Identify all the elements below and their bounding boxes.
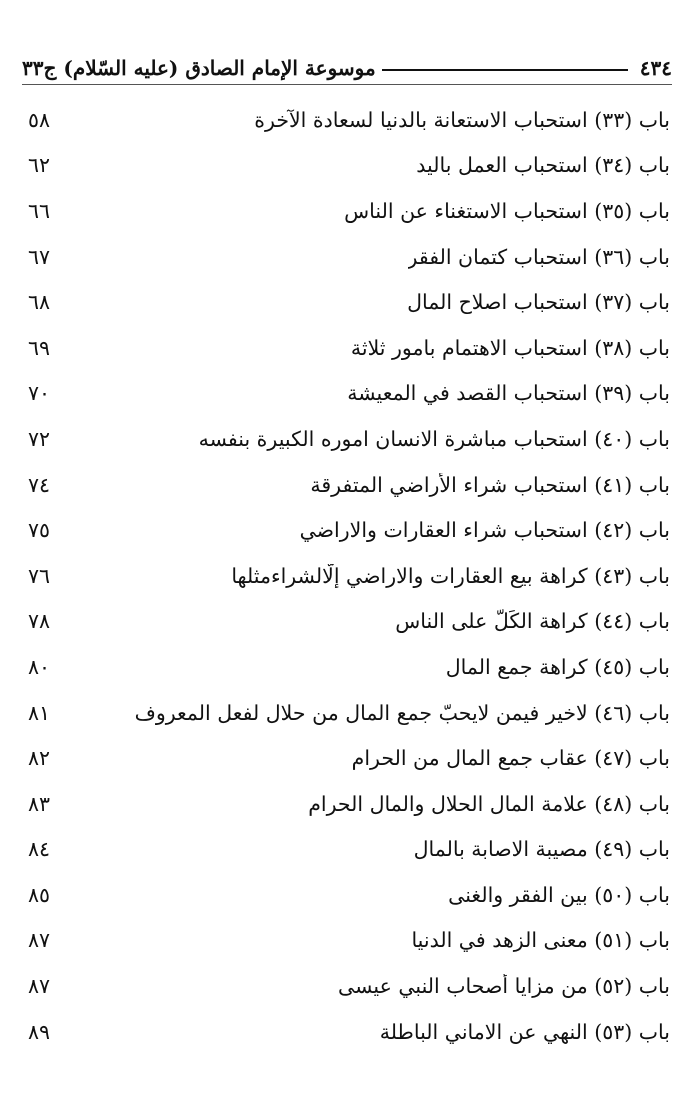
toc-entry [24, 644, 670, 690]
toc-entry-title: باب (٣٧) استحباب اصلاح المال [407, 290, 670, 315]
toc-entry-title: باب (٤٤) كراهة الكَلّ على الناس [395, 609, 670, 634]
header-divider [22, 84, 672, 85]
toc-entry-page: ٨٣ [28, 791, 51, 816]
toc-entry-page: ٨٠ [28, 654, 51, 679]
toc-entry-page: ٨٥ [28, 882, 51, 907]
toc-entry-title: باب (٤٥) كراهة جمع المال [445, 654, 670, 679]
toc-entry-title: باب (٣٣) استحباب الاستعانة بالدنيا لسعادة الآخرة [254, 107, 670, 132]
toc-entry-page: ٧٥ [28, 518, 51, 543]
toc-entry-page: ٨١ [28, 700, 51, 725]
toc-entry-page: ٦٧ [28, 244, 51, 269]
toc-entry-title: باب (٤٢) استحباب شراء العقارات والاراضي [299, 518, 670, 543]
toc-entry [24, 918, 670, 964]
toc-entry [24, 462, 670, 508]
toc-entry-page: ٦٩ [28, 335, 51, 360]
toc-entry-page: ٧٨ [28, 609, 51, 634]
toc-entry-title: باب (٤٧) عقاب جمع المال من الحرام [351, 746, 670, 771]
toc-entry-title: باب (٣٨) استحباب الاهتمام بامور ثلاثة [350, 335, 670, 360]
toc-entry [24, 371, 670, 417]
toc-entry-title: باب (٤٨) علامة المال الحلال والمال الحرام [308, 791, 670, 816]
toc-entry [24, 781, 670, 827]
toc-entry-page: ٨٧ [28, 928, 51, 953]
toc-entry-title: باب (٣٦) استحباب كتمان الفقر [407, 244, 670, 269]
header-rule [382, 69, 628, 71]
toc-entry [24, 690, 670, 736]
toc-entry [24, 143, 670, 189]
toc-entry-page: ٧٠ [28, 381, 51, 406]
toc-entry-page: ٨٧ [28, 974, 51, 999]
toc-entry [24, 234, 670, 280]
toc-entry [24, 735, 670, 781]
toc-entry-page: ٦٢ [28, 153, 51, 178]
toc-entry-title: باب (٥٠) بين الفقر والغنى [448, 882, 670, 907]
toc-entry-page: ٥٨ [28, 107, 51, 132]
toc-entry-title: باب (٤١) استحباب شراء الأراضي المتفرقة [310, 472, 670, 497]
toc-entry [24, 507, 670, 553]
toc-entry [24, 325, 670, 371]
page-number: ٤٣٤ [639, 56, 672, 80]
toc-entry [24, 188, 670, 234]
toc-entry-page: ٨٩ [28, 1019, 51, 1044]
toc-entry [24, 872, 670, 918]
toc-entry-title: باب (٥٢) من مزايا أصحاب النبي عيسى [338, 974, 670, 999]
toc-entry-title: باب (٣٥) استحباب الاستغناء عن الناس [344, 198, 670, 223]
toc-entry-title: باب (٤٠) استحباب مباشرة الانسان اموره الكبيرة بنفسه [198, 426, 670, 451]
toc-entry [24, 416, 670, 462]
toc-entry-title: باب (٥٣) النهي عن الاماني الباطلة [379, 1019, 670, 1044]
toc-entry-title: باب (٤٣) كراهة بيع العقارات والاراضي إلّالشراءمثلها [231, 563, 670, 588]
toc-entry-title: باب (٤٦) لاخير فيمن لايحبّ جمع المال من حلال لفعل المعروف [134, 700, 670, 725]
toc-entry [24, 963, 670, 1009]
toc-entry-title: باب (٥١) معنى الزهد في الدنيا [411, 928, 670, 953]
toc-entry-title: باب (٣٤) استحباب العمل باليد [416, 153, 670, 178]
toc-entry-page: ٦٨ [28, 290, 51, 315]
toc-entry-page: ٧٦ [28, 563, 51, 588]
toc-entry-page: ٨٢ [28, 746, 51, 771]
toc-entry-page: ٨٤ [28, 837, 51, 862]
toc-entry-title: باب (٤٩) مصيبة الاصابة بالمال [413, 837, 670, 862]
toc-entry [24, 827, 670, 873]
toc-entry [24, 1009, 670, 1055]
table-of-contents [24, 97, 670, 1054]
toc-entry-page: ٧٢ [28, 426, 51, 451]
running-title: موسوعة الإمام الصادق (عليه السّلام) ج٣٣ [22, 56, 376, 80]
toc-entry-title: باب (٣٩) استحباب القصد في المعيشة [347, 381, 670, 406]
toc-entry [24, 97, 670, 143]
toc-entry [24, 553, 670, 599]
toc-entry-page: ٦٦ [28, 198, 51, 223]
toc-entry-page: ٧٤ [28, 472, 51, 497]
toc-entry [24, 599, 670, 645]
toc-entry [24, 279, 670, 325]
page-header [22, 40, 672, 80]
